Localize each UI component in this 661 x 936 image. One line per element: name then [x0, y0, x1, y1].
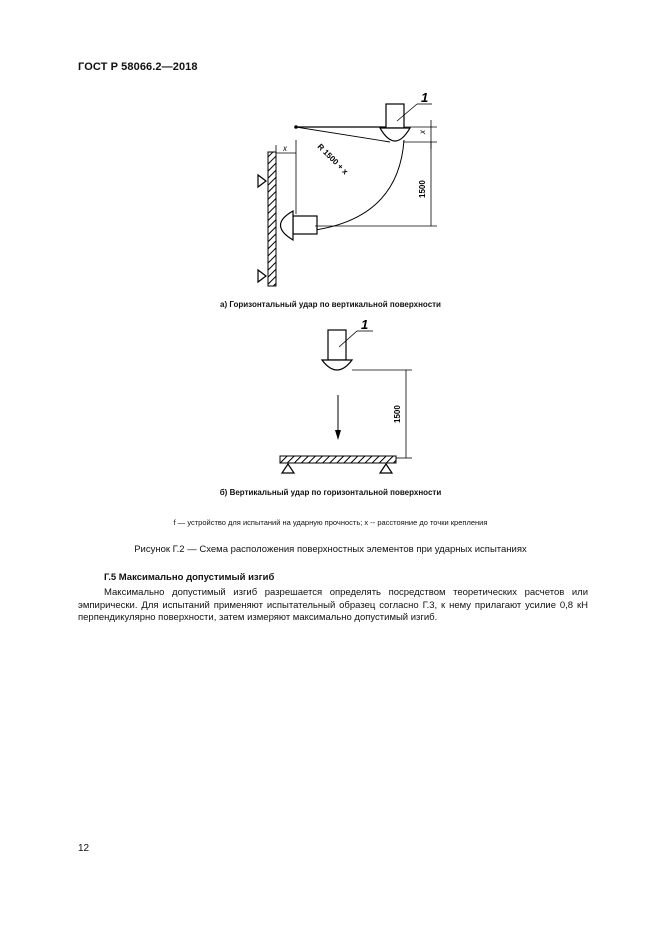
radius-line: [296, 127, 390, 142]
callout-1-a: 1: [421, 90, 429, 105]
section-paragraph: Максимально допустимый изгиб разрешается определять посредством теоретических расчетов или эмпирически. Для испытаний применяют испытательный образец согласно Г.3, к нему прилагают усилие 0,8 кН перпендикулярно поверхности, затем измеряют максимально допустимый изгиб.: [78, 587, 588, 624]
page-number: 12: [78, 843, 90, 854]
height-label-a: 1500: [418, 180, 427, 198]
figure-title: Рисунок Г.2 — Схема расположения поверхностных элементов при ударных испытаниях: [134, 544, 527, 555]
callout-1-b: 1: [361, 317, 369, 332]
radius-label: R 1500 + x: [315, 142, 350, 177]
figure-caption-a: а) Горизонтальный удар по вертикальной поверхности: [220, 300, 441, 309]
support-triangle-bottom: [258, 270, 266, 282]
x-label-side: x: [283, 144, 287, 153]
impactor-top-head: [380, 128, 410, 141]
impactor-top-body: [386, 104, 404, 128]
diagram-a: [258, 90, 437, 286]
impactor-b-head: [322, 360, 352, 370]
diagram-b: [280, 317, 412, 473]
impactor-side-head: [281, 211, 294, 240]
section-heading: Г.5 Максимально допустимый изгиб: [104, 572, 275, 583]
figure-legend: f — устройство для испытаний на ударную прочность; x -- расстояние до точки крепления: [173, 518, 488, 527]
support-triangle-left: [282, 464, 294, 473]
vertical-wall: [268, 152, 276, 286]
horizontal-plate: [280, 456, 396, 463]
height-label-b: 1500: [393, 405, 402, 423]
figure-caption-b: б) Вертикальный удар по горизонтальной поверхности: [219, 488, 442, 497]
support-triangle-right: [380, 464, 392, 473]
document-header: ГОСТ Р 58066.2—2018: [78, 61, 198, 73]
x-label-top: x: [418, 130, 427, 134]
support-triangle-top: [258, 175, 266, 187]
impactor-b-body: [328, 330, 346, 360]
impactor-side-body: [293, 216, 317, 234]
